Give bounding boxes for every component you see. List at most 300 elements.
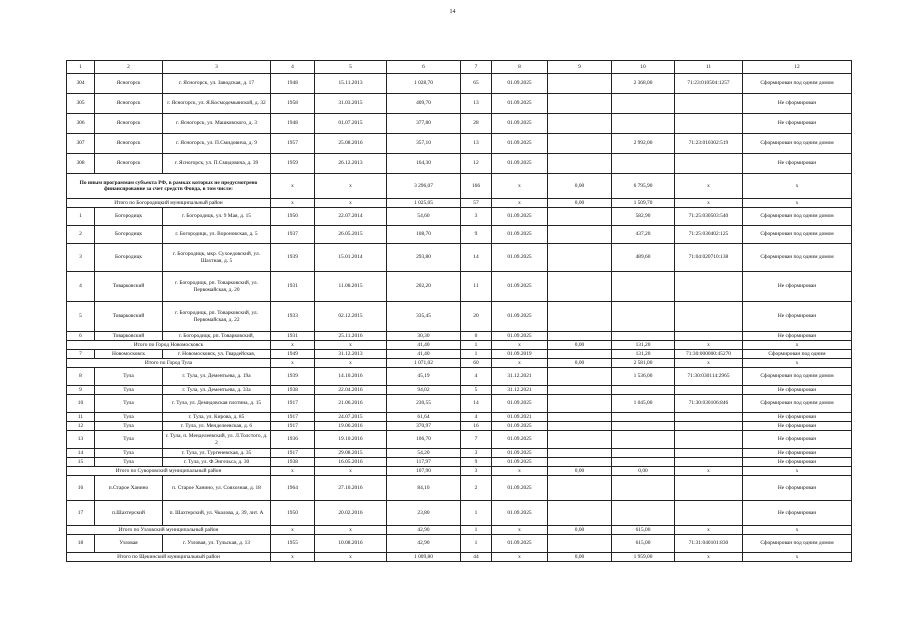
district-total-row <box>67 199 852 208</box>
total-cell: 1 025,05 <box>387 199 461 208</box>
table-cell: Не сформирован <box>743 413 852 422</box>
table-cell: 01.09.2021 <box>492 413 548 422</box>
total-cell: 107,90 <box>387 467 461 476</box>
table-cell: 01.09.2025 <box>492 422 548 431</box>
table-cell: 437,20 <box>612 226 675 244</box>
total-cell: x <box>675 467 743 476</box>
table-cell: п.Шахтерский <box>95 501 163 526</box>
table-cell: Узловая <box>95 535 163 553</box>
total-cell: 44 <box>461 553 492 562</box>
table-cell: 54,20 <box>387 449 461 458</box>
table-cell: Товарковский <box>95 332 163 341</box>
table-cell: 14 <box>461 395 492 413</box>
column-number: 4 <box>271 61 315 74</box>
total-label: Итого по Город Тула <box>67 359 271 368</box>
table-cell <box>612 302 675 332</box>
table-cell: 11 <box>67 413 95 422</box>
table-row <box>67 244 852 272</box>
table-cell: 1936 <box>271 431 315 449</box>
table-cell: г. Тула, ул. Дементьева, д. 33а <box>163 386 271 395</box>
total-label: По иным программам субъекта РФ, в рамках которых не предусмотрено финансирование за счет средств Фонда, в том числе: <box>67 174 271 199</box>
table-cell: 7 <box>67 350 95 359</box>
table-cell: 1950 <box>271 208 315 226</box>
table-cell: п. Шахтерский, ул. Чкалова, д. 39, лит. А <box>163 501 271 526</box>
total-cell: x <box>743 341 852 350</box>
table-cell: г. Тула, ул. Демидовская плотина, д. 15 <box>163 395 271 413</box>
table-cell <box>675 422 743 431</box>
table-cell: Тула <box>95 395 163 413</box>
table-cell: 1 536,00 <box>612 368 675 386</box>
table-cell <box>548 114 612 134</box>
table-cell <box>675 431 743 449</box>
table-row <box>67 458 852 467</box>
table-cell: г. Богородицк, рп. Товарковский, <box>163 332 271 341</box>
table-cell: 01.09.2025 <box>492 302 548 332</box>
table-cell: 1917 <box>271 449 315 458</box>
table-cell <box>612 422 675 431</box>
table-cell: 01.09.2025 <box>492 244 548 272</box>
total-cell: x <box>315 359 387 368</box>
table-row <box>67 226 852 244</box>
total-cell: x <box>492 526 548 535</box>
table-cell: 1938 <box>271 458 315 467</box>
table-cell: 1950 <box>271 501 315 526</box>
total-cell: x <box>271 341 315 350</box>
column-number: 9 <box>548 61 612 74</box>
table-cell: 1917 <box>271 422 315 431</box>
table-cell: 13 <box>461 134 492 154</box>
table-cell: 01.09.2025 <box>492 395 548 413</box>
table-cell: 1917 <box>271 395 315 413</box>
table-cell <box>548 395 612 413</box>
table-cell: 4 <box>461 368 492 386</box>
table-cell: 31.12.2013 <box>315 350 387 359</box>
table-cell <box>548 476 612 501</box>
total-cell: 166 <box>461 174 492 199</box>
table-cell: 01.09.2025 <box>492 134 548 154</box>
table-cell: Не сформирован <box>743 458 852 467</box>
total-cell: x <box>675 359 743 368</box>
table-cell <box>612 458 675 467</box>
table-cell <box>675 413 743 422</box>
table-cell: Не сформирован <box>743 94 852 114</box>
table-cell: Тула <box>95 413 163 422</box>
total-cell: x <box>315 526 387 535</box>
column-number: 1 <box>67 61 95 74</box>
table-cell: 1939 <box>271 368 315 386</box>
table-cell: 2 992,00 <box>612 134 675 154</box>
table-row <box>67 114 852 134</box>
table-cell: 54,60 <box>387 208 461 226</box>
column-number: 3 <box>163 61 271 74</box>
table-cell: 1 <box>67 208 95 226</box>
table-cell: 15.01.2014 <box>315 244 387 272</box>
total-cell: x <box>492 553 548 562</box>
table-cell: 5 <box>67 302 95 332</box>
table-cell: 9 <box>461 226 492 244</box>
table-cell: п.Старое Ханино <box>95 476 163 501</box>
total-cell: x <box>315 174 387 199</box>
table-cell: 15 <box>67 458 95 467</box>
table-cell: г. Тула, ул. Дементьева, д. 19а <box>163 368 271 386</box>
table-cell <box>675 458 743 467</box>
table-cell: Тула <box>95 431 163 449</box>
total-cell: 60 <box>461 359 492 368</box>
table-row <box>67 332 852 341</box>
table-cell: г. Ясногорск, ул. Я.Космодемьянской, д. 32 <box>163 94 271 114</box>
table-cell <box>548 431 612 449</box>
total-cell: 6 795,90 <box>612 174 675 199</box>
table-cell <box>548 208 612 226</box>
table-cell: 1917 <box>271 413 315 422</box>
table-cell: Не сформирован <box>743 386 852 395</box>
table-cell: Не сформирован <box>743 476 852 501</box>
table-cell <box>548 350 612 359</box>
table-cell: 1939 <box>271 244 315 272</box>
table-cell <box>612 272 675 302</box>
total-cell: x <box>743 174 852 199</box>
table-cell: 25.08.2016 <box>315 134 387 154</box>
table-cell: 19.06.2016 <box>315 422 387 431</box>
total-cell: 1 <box>461 341 492 350</box>
total-cell: x <box>271 199 315 208</box>
column-number-row <box>67 61 852 74</box>
total-cell: 42,90 <box>387 526 461 535</box>
table-cell <box>612 476 675 501</box>
table-cell: 1938 <box>271 386 315 395</box>
table-cell: Сформирован под одним <box>743 350 852 359</box>
table-cell: 01.09.2025 <box>492 114 548 134</box>
district-total-row <box>67 341 852 350</box>
total-cell: x <box>675 553 743 562</box>
total-cell: 0,00 <box>548 526 612 535</box>
table-cell: 17 <box>67 501 95 526</box>
table-cell: 19.10.2016 <box>315 431 387 449</box>
total-cell: 3 296,07 <box>387 174 461 199</box>
table-cell: 01.09.2025 <box>492 458 548 467</box>
column-number: 10 <box>612 61 675 74</box>
table-cell: 61,64 <box>387 413 461 422</box>
table-cell: Сформирован под одним домом <box>743 226 852 244</box>
table-cell <box>548 244 612 272</box>
table-cell: 117,97 <box>387 458 461 467</box>
table-cell: 31.12.2021 <box>492 386 548 395</box>
table-cell <box>675 332 743 341</box>
total-cell: x <box>675 199 743 208</box>
total-cell: x <box>315 553 387 562</box>
total-cell: x <box>271 359 315 368</box>
total-cell: x <box>743 467 852 476</box>
table-cell <box>675 302 743 332</box>
column-number: 11 <box>675 61 743 74</box>
table-cell: 84,10 <box>387 476 461 501</box>
district-total-row <box>67 553 852 562</box>
table-row <box>67 449 852 458</box>
table-cell: 8 <box>67 368 95 386</box>
table-cell <box>548 501 612 526</box>
table-cell: 01.09.2025 <box>492 74 548 94</box>
table-cell: 65 <box>461 74 492 94</box>
table-cell <box>548 413 612 422</box>
table-row <box>67 395 852 413</box>
table-cell: 16.05.2016 <box>315 458 387 467</box>
table-cell: 12 <box>461 154 492 174</box>
table-cell: г. Ясногорск, ул. П.Смидовича, д. 9 <box>163 134 271 154</box>
table-cell: 71:04:020710:138 <box>675 244 743 272</box>
table-cell: г. Богородицк, мкр. Сухоедовский, ул. Шахтная, д. 5 <box>163 244 271 272</box>
table-cell: Ясногорск <box>95 94 163 114</box>
total-cell: 3 <box>461 467 492 476</box>
table-cell: 1 <box>461 535 492 553</box>
table-cell: Не сформирован <box>743 431 852 449</box>
table-cell: 71:31:040101:830 <box>675 535 743 553</box>
total-cell: x <box>743 553 852 562</box>
total-cell: 131,20 <box>612 341 675 350</box>
table-cell: г. Узловая, ул. Тульская, д. 13 <box>163 535 271 553</box>
table-cell <box>612 431 675 449</box>
table-cell: 16 <box>67 476 95 501</box>
table-cell: 3 <box>67 244 95 272</box>
table-cell: 6 <box>67 332 95 341</box>
total-cell: 615,00 <box>612 526 675 535</box>
table-cell: Богородицк <box>95 244 163 272</box>
table-cell: 370,97 <box>387 422 461 431</box>
total-cell: x <box>675 526 743 535</box>
table-cell: г. Богородицк, рп. Товарковский, ул. Первомайская, д. 22 <box>163 302 271 332</box>
table-cell: 615,00 <box>612 535 675 553</box>
table-row <box>67 501 852 526</box>
table-cell: 15.11.2013 <box>315 74 387 94</box>
district-total-row <box>67 359 852 368</box>
table-cell: 31.12.2021 <box>492 368 548 386</box>
table-cell: 9 <box>461 458 492 467</box>
table-cell: Ясногорск <box>95 134 163 154</box>
table-cell: 4 <box>461 413 492 422</box>
table-cell: 1948 <box>271 74 315 94</box>
table-cell: 71:30:000000:45270 <box>675 350 743 359</box>
table-cell <box>675 476 743 501</box>
table-cell <box>612 332 675 341</box>
total-cell: x <box>492 341 548 350</box>
table-cell: 335,45 <box>387 302 461 332</box>
table-cell: 2 368,00 <box>612 74 675 94</box>
total-label: Итого по Щекинский муниципальный район <box>67 553 271 562</box>
table-cell: г. Тула, ул. Тургеневская, д. 35 <box>163 449 271 458</box>
table-cell <box>548 272 612 302</box>
total-cell: x <box>271 526 315 535</box>
total-cell: x <box>492 467 548 476</box>
table-cell: 13 <box>67 431 95 449</box>
table-cell: 1 045,00 <box>612 395 675 413</box>
table-row <box>67 74 852 94</box>
table-cell: 23,80 <box>387 501 461 526</box>
table-cell <box>548 422 612 431</box>
column-number: 12 <box>743 61 852 74</box>
table-cell: 1958 <box>271 94 315 114</box>
table-cell: 10 <box>67 395 95 413</box>
table-cell <box>675 154 743 174</box>
table-cell: Тула <box>95 449 163 458</box>
table-row <box>67 431 852 449</box>
table-row <box>67 476 852 501</box>
total-cell: 0,00 <box>548 341 612 350</box>
table-cell: г. Ясногорск, ул. Машковского, д. 3 <box>163 114 271 134</box>
table-cell: 22.04.2016 <box>315 386 387 395</box>
table-cell: 12 <box>67 422 95 431</box>
table-cell: 11 <box>461 272 492 302</box>
total-cell: 0,00 <box>548 467 612 476</box>
table-cell: 1955 <box>271 535 315 553</box>
table-cell: Ясногорск <box>95 154 163 174</box>
table-cell: 71:25:030402:125 <box>675 226 743 244</box>
table-cell: Не сформирован <box>743 449 852 458</box>
total-cell: 0,00 <box>548 199 612 208</box>
table-cell <box>548 332 612 341</box>
table-cell: 01.09.2025 <box>492 476 548 501</box>
table-cell <box>548 535 612 553</box>
total-cell: 1 <box>461 526 492 535</box>
table-cell: 28 <box>461 114 492 134</box>
table-cell: 306 <box>67 114 95 134</box>
table-cell: 4 <box>67 272 95 302</box>
table-cell: 7 <box>461 431 492 449</box>
table-cell: 10.08.2016 <box>315 535 387 553</box>
total-cell: 0,00 <box>612 467 675 476</box>
table-cell: Товарковский <box>95 272 163 302</box>
table-row <box>67 208 852 226</box>
total-cell: 0,00 <box>548 359 612 368</box>
table-cell: 2 <box>461 476 492 501</box>
table-cell: Товарковский <box>95 302 163 332</box>
total-cell: x <box>492 359 548 368</box>
total-cell: x <box>315 341 387 350</box>
table-cell: 41,40 <box>387 350 461 359</box>
table-cell: г. Тула, ул. Ф.Энгельса, д. 30 <box>163 458 271 467</box>
total-cell: 57 <box>461 199 492 208</box>
table-cell: 14 <box>461 244 492 272</box>
table-cell: 377,80 <box>387 114 461 134</box>
table-cell: 20.02.2016 <box>315 501 387 526</box>
table-row <box>67 413 852 422</box>
table-cell: Тула <box>95 458 163 467</box>
total-cell: x <box>315 199 387 208</box>
table-cell: 1 <box>461 350 492 359</box>
table-cell: Тула <box>95 368 163 386</box>
total-cell: 0,00 <box>548 174 612 199</box>
table-cell <box>612 386 675 395</box>
table-cell: п. Старое Ханино, ул. Совхозная, д. 18 <box>163 476 271 501</box>
table-cell: 01.09.2025 <box>492 535 548 553</box>
table-cell: 71:30:030114:2965 <box>675 368 743 386</box>
table-cell: 2 <box>67 226 95 244</box>
table-row <box>67 302 852 332</box>
table-cell <box>548 134 612 154</box>
total-label: Итого по Суворовский муниципальный район <box>67 467 271 476</box>
table-cell: Не сформирован <box>743 154 852 174</box>
housing-register-table <box>66 60 852 562</box>
table-cell: г. Ясногорск, ул. Заводская, д. 17 <box>163 74 271 94</box>
total-cell: 1 009,80 <box>387 553 461 562</box>
table-cell: 14 <box>67 449 95 458</box>
table-cell <box>612 94 675 114</box>
table-cell: 131,20 <box>612 350 675 359</box>
table-cell: г. Богородицк, ул. 9 Мая, д. 15 <box>163 208 271 226</box>
table-row <box>67 94 852 114</box>
table-cell: 1937 <box>271 226 315 244</box>
table-cell: 21.06.2016 <box>315 395 387 413</box>
table-cell: 71:30:030106:846 <box>675 395 743 413</box>
table-cell: 71:23:010302:519 <box>675 134 743 154</box>
table-cell: 202,20 <box>387 272 461 302</box>
table-cell: 42,90 <box>387 535 461 553</box>
total-cell: 1 509,70 <box>612 199 675 208</box>
table-cell: 1949 <box>271 350 315 359</box>
table-cell: 01.09.2025 <box>492 208 548 226</box>
table-cell: г. Тула, п. Менделеевский, ул. Л.Толстого, д. 2 <box>163 431 271 449</box>
table-cell <box>548 302 612 332</box>
table-cell: 3 <box>461 449 492 458</box>
total-cell: x <box>271 553 315 562</box>
total-label: Итого по Город Новомосковск <box>67 341 271 350</box>
table-cell <box>612 413 675 422</box>
table-cell: 01.09.2025 <box>492 501 548 526</box>
table-cell: 71:23:010504:1257 <box>675 74 743 94</box>
table-cell <box>548 458 612 467</box>
table-cell: 1957 <box>271 134 315 154</box>
table-cell: 1931 <box>271 272 315 302</box>
table-cell: 1964 <box>271 476 315 501</box>
table-cell: Сформирован под одним домом <box>743 368 852 386</box>
table-cell: 409,70 <box>387 94 461 114</box>
table-cell: Богородицк <box>95 226 163 244</box>
table-row <box>67 422 852 431</box>
table-cell: 01.07.2015 <box>315 114 387 134</box>
table-cell: 14.10.2016 <box>315 368 387 386</box>
column-number: 2 <box>95 61 163 74</box>
table-cell: Ясногорск <box>95 114 163 134</box>
table-cell <box>548 386 612 395</box>
total-label: Итого по Богородицкий муниципальный район <box>67 199 271 208</box>
total-cell: 1 959,00 <box>612 553 675 562</box>
table-cell: 22.07.2014 <box>315 208 387 226</box>
table-cell: 31.03.2015 <box>315 94 387 114</box>
total-cell: x <box>743 359 852 368</box>
table-row <box>67 154 852 174</box>
total-cell: x <box>675 174 743 199</box>
table-cell <box>675 94 743 114</box>
table-cell: 18 <box>67 535 95 553</box>
table-cell: 1931 <box>271 332 315 341</box>
table-cell: 305 <box>67 94 95 114</box>
table-cell: Богородицк <box>95 208 163 226</box>
table-cell: 01.09.2025 <box>492 94 548 114</box>
table-cell <box>612 114 675 134</box>
table-cell: 3 <box>461 208 492 226</box>
table-cell: 24.07.2015 <box>315 413 387 422</box>
table-cell: 01.09.2025 <box>492 226 548 244</box>
table-cell: 293,80 <box>387 244 461 272</box>
table-row <box>67 368 852 386</box>
total-cell: x <box>492 199 548 208</box>
table-cell <box>548 74 612 94</box>
table-cell: 307 <box>67 134 95 154</box>
column-number: 6 <box>387 61 461 74</box>
table-cell: Новомосковск <box>95 350 163 359</box>
table-cell: 5 <box>461 386 492 395</box>
table-cell <box>612 154 675 174</box>
table-cell <box>548 154 612 174</box>
table-cell: Не сформирован <box>743 501 852 526</box>
